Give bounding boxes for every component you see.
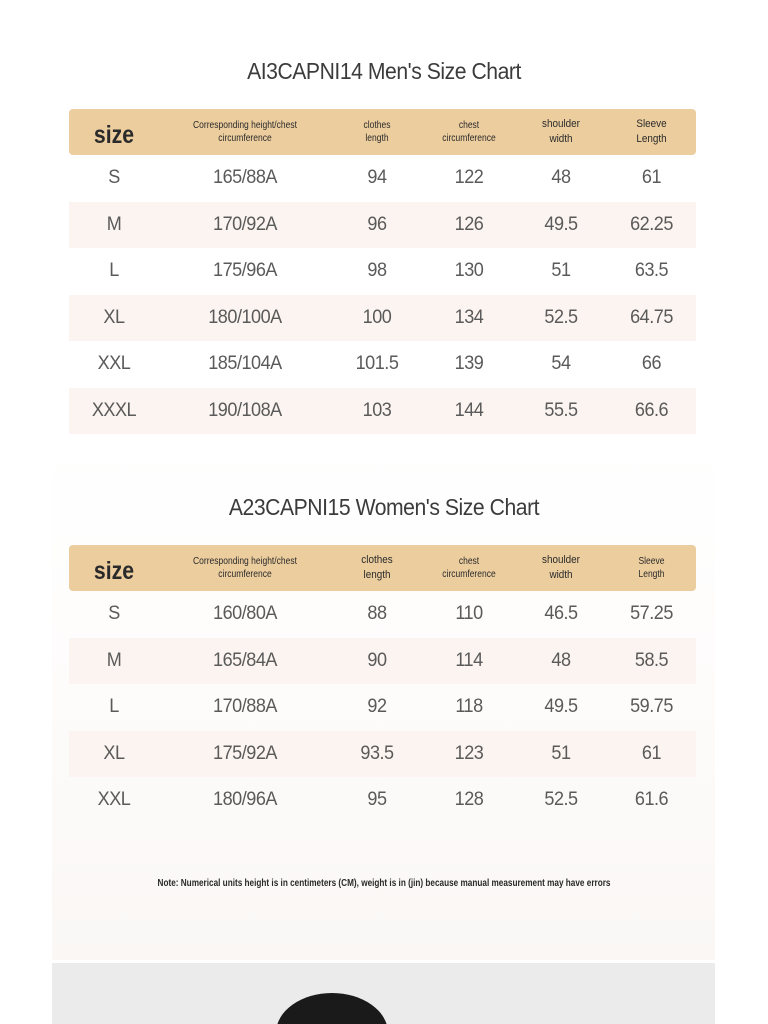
cell-height-chest: 165/88A xyxy=(213,167,277,189)
header-chest-line2: circumference xyxy=(442,569,496,580)
cell-chest: 128 xyxy=(454,789,484,811)
cell-height-chest: 180/96A xyxy=(213,789,277,811)
cell-sleeve: 62.25 xyxy=(630,213,673,235)
header-height-chest xyxy=(172,119,318,145)
cell-sleeve: 64.75 xyxy=(630,306,673,328)
cell-sleeve: 66 xyxy=(641,353,662,375)
cell-chest: 122 xyxy=(454,167,484,189)
header-chest-line1: chest xyxy=(458,556,480,567)
cell-size: S xyxy=(108,603,120,625)
header-sleeve-line2: Length xyxy=(638,569,665,580)
cell-size: XXXL xyxy=(91,399,137,421)
cell-chest: 126 xyxy=(454,213,484,235)
cell-shoulder: 48 xyxy=(551,167,571,189)
cell-size: XXL xyxy=(97,789,131,811)
cell-sleeve: 61 xyxy=(641,167,662,189)
table-row xyxy=(69,202,696,249)
header-chest-line2: circumference xyxy=(442,133,496,144)
cell-shoulder: 51 xyxy=(551,742,571,764)
header-sleeve-line1: Sleeve xyxy=(636,118,667,130)
table-row xyxy=(69,638,696,685)
cell-height-chest: 170/92A xyxy=(213,213,277,235)
cell-length: 88 xyxy=(367,603,387,625)
header-height-chest xyxy=(172,555,318,581)
women-size-chart xyxy=(0,486,768,811)
cell-sleeve: 61 xyxy=(641,742,662,764)
cell-size: L xyxy=(109,696,119,718)
cell-sleeve: 66.6 xyxy=(634,399,669,421)
cell-height-chest: 190/108A xyxy=(208,399,282,421)
cell-length: 92 xyxy=(367,696,387,718)
cell-size: M xyxy=(106,213,122,235)
header-height-chest-line2: circumference xyxy=(218,133,272,144)
cell-length: 94 xyxy=(367,167,387,189)
header-shoulder-line1: shoulder xyxy=(542,118,580,130)
header-sleeve-line1: Sleeve xyxy=(638,556,665,567)
cell-size: S xyxy=(108,167,120,189)
cell-size: M xyxy=(106,649,122,671)
header-size: size xyxy=(93,120,135,149)
cell-length: 98 xyxy=(367,260,387,282)
header-shoulder-line2: width xyxy=(549,569,573,581)
header-size: size xyxy=(93,556,135,585)
table-row xyxy=(69,388,696,435)
cell-length: 93.5 xyxy=(360,742,394,764)
header-length-line2: length xyxy=(363,569,391,581)
header-length-line2: length xyxy=(365,133,389,144)
cell-chest: 134 xyxy=(454,306,484,328)
header-length-line1: clothes xyxy=(363,120,391,131)
cell-length: 90 xyxy=(367,649,387,671)
cell-height-chest: 175/92A xyxy=(213,742,277,764)
cell-length: 96 xyxy=(367,213,387,235)
cell-height-chest: 160/80A xyxy=(213,603,277,625)
header-chest xyxy=(430,555,508,581)
cell-shoulder: 54 xyxy=(551,353,571,375)
cell-shoulder: 52.5 xyxy=(544,306,578,328)
table-row xyxy=(69,248,696,295)
women-size-table xyxy=(69,545,696,824)
header-shoulder-line1: shoulder xyxy=(542,554,580,566)
header-clothes-length xyxy=(336,553,419,583)
table-row xyxy=(69,731,696,778)
cell-chest: 144 xyxy=(454,399,484,421)
cell-length: 101.5 xyxy=(355,353,399,375)
cell-height-chest: 180/100A xyxy=(208,306,282,328)
cell-height-chest: 175/96A xyxy=(213,260,277,282)
header-clothes-length xyxy=(338,119,416,145)
cell-chest: 130 xyxy=(454,260,484,282)
header-chest-line1: chest xyxy=(458,120,480,131)
men-size-chart xyxy=(0,50,768,421)
cell-shoulder: 49.5 xyxy=(544,213,578,235)
header-length-line1: clothes xyxy=(361,554,393,566)
men-chart-title: AI3CAPNI14 Men's Size Chart xyxy=(247,58,521,84)
table-row xyxy=(69,295,696,342)
table-row xyxy=(69,777,696,824)
cell-shoulder: 52.5 xyxy=(544,789,578,811)
cell-chest: 110 xyxy=(455,603,483,625)
cell-sleeve: 59.75 xyxy=(630,696,673,718)
header-sleeve xyxy=(614,555,690,581)
cell-height-chest: 170/88A xyxy=(213,696,277,718)
cell-chest: 114 xyxy=(455,649,483,671)
women-chart-title: A23CAPNI15 Women's Size Chart xyxy=(228,494,540,520)
header-shoulder-line2: width xyxy=(549,133,573,145)
cell-size: L xyxy=(109,260,119,282)
men-size-table xyxy=(69,109,696,434)
table-header xyxy=(69,545,696,591)
cell-length: 95 xyxy=(367,789,387,811)
header-height-chest-line2: circumference xyxy=(218,569,272,580)
cell-shoulder: 49.5 xyxy=(544,696,578,718)
cell-sleeve: 57.25 xyxy=(630,603,673,625)
cell-shoulder: 46.5 xyxy=(544,603,578,625)
cell-sleeve: 63.5 xyxy=(634,260,669,282)
cell-shoulder: 55.5 xyxy=(544,399,578,421)
cell-height-chest: 185/104A xyxy=(208,353,282,375)
cell-height-chest: 165/84A xyxy=(213,649,277,671)
header-shoulder xyxy=(520,553,603,583)
header-sleeve-line2: Length xyxy=(636,133,667,145)
cell-sleeve: 61.6 xyxy=(634,789,669,811)
model-hair xyxy=(276,993,388,1024)
cell-chest: 139 xyxy=(454,353,484,375)
model-photo xyxy=(52,963,715,1024)
table-row xyxy=(69,591,696,638)
header-height-chest-line1: Corresponding height/chest xyxy=(193,556,297,567)
cell-shoulder: 51 xyxy=(551,260,571,282)
header-shoulder xyxy=(520,117,603,147)
measurement-note: Note: Numerical units height is in centimeters (CM), weight is in (jin) because manual measurement may have errors xyxy=(157,878,611,889)
table-header xyxy=(69,109,696,155)
header-chest xyxy=(430,119,508,145)
cell-size: XL xyxy=(103,306,125,328)
table-row xyxy=(69,341,696,388)
cell-size: XL xyxy=(103,742,125,764)
table-row xyxy=(69,684,696,731)
cell-length: 103 xyxy=(362,399,392,421)
table-row xyxy=(69,155,696,202)
cell-length: 100 xyxy=(362,306,392,328)
cell-chest: 118 xyxy=(455,696,483,718)
cell-size: XXL xyxy=(97,353,131,375)
cell-sleeve: 58.5 xyxy=(634,649,669,671)
cell-chest: 123 xyxy=(454,742,484,764)
header-sleeve xyxy=(611,117,691,147)
header-height-chest-line1: Corresponding height/chest xyxy=(193,120,297,131)
cell-shoulder: 48 xyxy=(551,649,571,671)
